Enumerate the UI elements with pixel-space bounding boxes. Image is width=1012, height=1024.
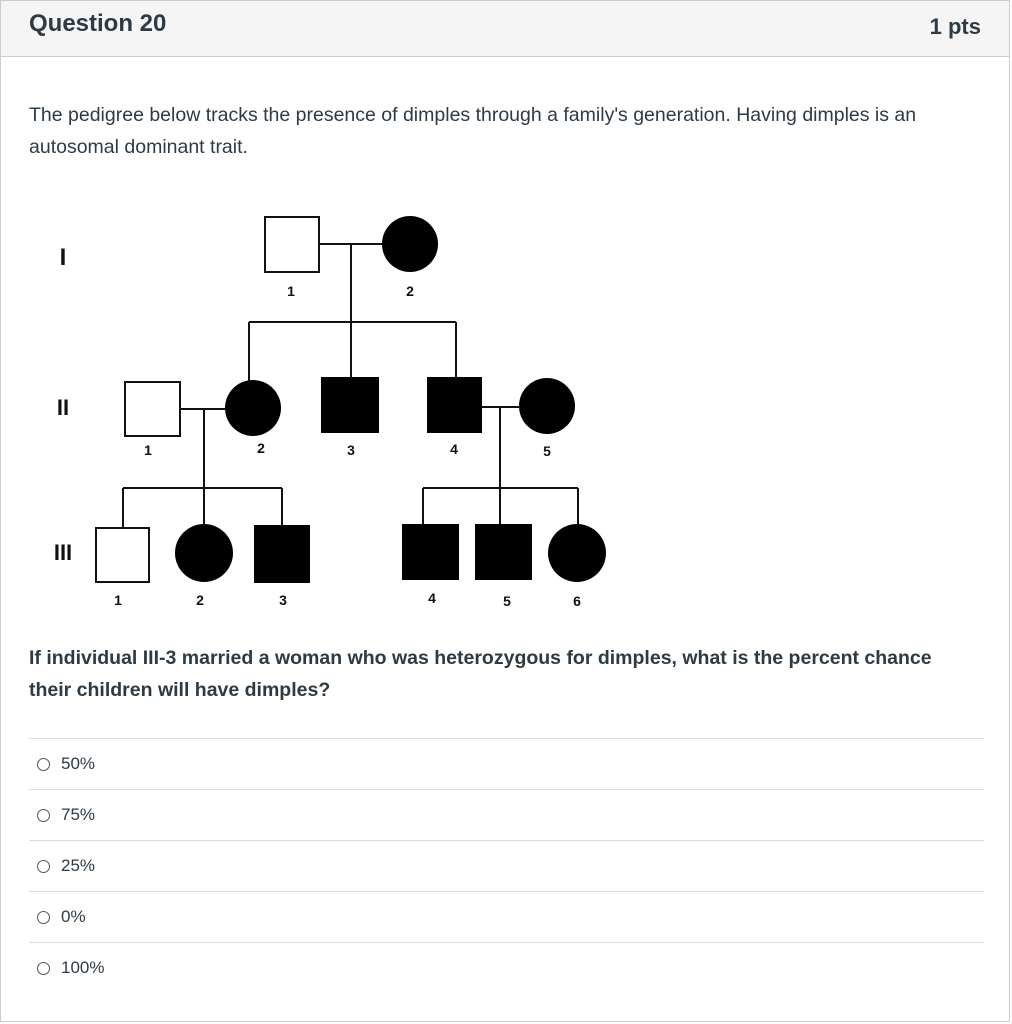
individual-number-I-1: 1 bbox=[287, 283, 295, 299]
answer-option[interactable] bbox=[29, 738, 984, 789]
individual-II-4-affected-male bbox=[427, 377, 482, 433]
question-prompt: The pedigree below tracks the presence of dimples through a family's generation. Having dimples is an autosomal dominant trait. bbox=[29, 104, 917, 158]
individual-number-III-4: 4 bbox=[428, 590, 436, 606]
answer-list bbox=[29, 738, 984, 993]
individual-II-1-unaffected-male bbox=[125, 382, 180, 436]
individual-number-III-2: 2 bbox=[196, 592, 204, 608]
question-header bbox=[1, 1, 1009, 57]
radio-icon[interactable] bbox=[37, 911, 50, 924]
answer-option[interactable] bbox=[29, 891, 984, 942]
answer-label: 0% bbox=[61, 907, 86, 926]
question-points: 1 pts bbox=[929, 14, 981, 39]
individual-number-II-3: 3 bbox=[347, 442, 355, 458]
individual-III-6-affected-female bbox=[548, 524, 606, 582]
individual-number-II-2: 2 bbox=[257, 440, 265, 456]
generation-label-III: III bbox=[53, 540, 73, 565]
individual-II-3-affected-male bbox=[321, 377, 379, 433]
individual-number-II-1: 1 bbox=[144, 442, 152, 458]
individual-number-I-2: 2 bbox=[406, 283, 414, 299]
answer-option[interactable] bbox=[29, 840, 984, 891]
individual-number-III-6: 6 bbox=[573, 593, 581, 609]
answer-option[interactable] bbox=[29, 942, 984, 993]
individual-III-4-affected-male bbox=[402, 524, 459, 580]
individual-number-III-5: 5 bbox=[503, 593, 511, 609]
individual-II-5-affected-female bbox=[519, 378, 575, 434]
individual-number-II-4: 4 bbox=[450, 441, 458, 457]
question-text: If individual III-3 married a woman who was heterozygous for dimples, what is the percent chance their children will have dimples? bbox=[29, 647, 932, 701]
radio-icon[interactable] bbox=[37, 962, 50, 975]
individual-III-2-affected-female bbox=[175, 524, 233, 582]
question-title: Question 20 bbox=[29, 10, 167, 37]
answer-label: 100% bbox=[61, 958, 105, 977]
pedigree-chart bbox=[1, 201, 641, 621]
individual-III-1-unaffected-male bbox=[96, 528, 149, 582]
individual-III-5-affected-male bbox=[475, 524, 532, 580]
answer-label: 50% bbox=[61, 754, 96, 773]
answer-label: 25% bbox=[61, 856, 96, 875]
generation-label-II: II bbox=[56, 395, 70, 420]
individual-III-3-affected-male bbox=[254, 525, 310, 583]
individual-II-2-affected-female bbox=[225, 380, 281, 436]
individual-number-II-5: 5 bbox=[543, 443, 551, 459]
individual-I-2-affected-female bbox=[382, 216, 438, 272]
answer-option[interactable] bbox=[29, 789, 984, 840]
generation-label-I: I bbox=[59, 244, 67, 271]
radio-icon[interactable] bbox=[37, 758, 50, 771]
radio-icon[interactable] bbox=[37, 809, 50, 822]
radio-icon[interactable] bbox=[37, 860, 50, 873]
individual-I-1-unaffected-male bbox=[265, 217, 319, 272]
individual-number-III-3: 3 bbox=[279, 592, 287, 608]
answer-label: 75% bbox=[61, 805, 96, 824]
individual-number-III-1: 1 bbox=[114, 592, 122, 608]
